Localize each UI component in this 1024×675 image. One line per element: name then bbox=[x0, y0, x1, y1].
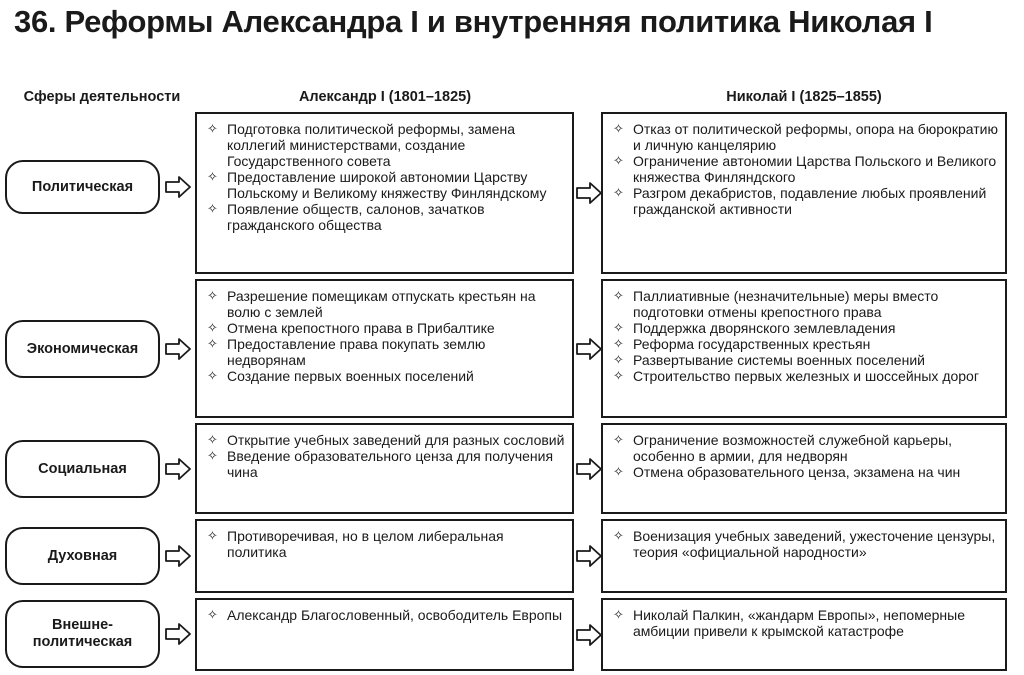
arrow-right-icon bbox=[165, 545, 191, 567]
list-item-text: Военизация учебных заведений, ужесточение цензуры, теория «официальной народности» bbox=[633, 528, 996, 560]
arrow-right-icon bbox=[165, 458, 191, 480]
bullet-icon: ✧ bbox=[613, 607, 624, 622]
arrow-right-icon bbox=[165, 623, 191, 645]
bullet-icon: ✧ bbox=[613, 185, 624, 200]
sphere-label-text: Духовная bbox=[47, 547, 118, 564]
list-item bbox=[207, 448, 566, 480]
list-item bbox=[207, 320, 566, 336]
list-item-text: Поддержка дворянского землевладения bbox=[633, 320, 896, 336]
list-item bbox=[613, 185, 999, 217]
bullet-icon: ✧ bbox=[207, 432, 218, 447]
list-item bbox=[207, 432, 566, 448]
alexander-policy-box bbox=[195, 112, 574, 274]
list-item-text: Ограничение возможностей служебной карьеры, особенно в армии, для недворян bbox=[633, 432, 953, 464]
bullet-icon: ✧ bbox=[613, 121, 624, 136]
list-item bbox=[207, 288, 566, 320]
list-item-text: Ограничение автономии Царства Польского и Великого княжества Финляндского bbox=[633, 153, 997, 185]
list-item-text: Разрешение помещикам отпускать крестьян на волю с землей bbox=[227, 288, 536, 320]
arrow-right-icon bbox=[576, 338, 602, 360]
list-item-text: Подготовка политической реформы, замена коллегий министерствами, создание Государственного совета bbox=[227, 121, 515, 169]
list-item-text: Паллиативные (незначительные) меры вместо подготовки отмены крепостного права bbox=[633, 288, 939, 320]
list-item bbox=[613, 121, 999, 153]
nicholas-policy-box bbox=[601, 423, 1007, 514]
sphere-label-text: Социальная bbox=[38, 460, 127, 477]
column-header-nicholas: Николай I (1825–1855) bbox=[726, 89, 882, 105]
column-header-spheres: Сферы деятельности bbox=[23, 89, 181, 105]
arrow-right-icon bbox=[576, 545, 602, 567]
list-item-text: Открытие учебных заведений для разных сословий bbox=[227, 432, 565, 448]
arrow-right-icon bbox=[165, 338, 191, 360]
list-item-text: Появление обществ, салонов, зачатков гражданского общества bbox=[227, 201, 485, 233]
arrow-right-icon bbox=[576, 458, 602, 480]
list-item-text: Реформа государственных крестьян bbox=[633, 336, 871, 352]
list-item bbox=[207, 201, 566, 233]
list-item-text: Николай Палкин, «жандарм Европы», непомерные амбиции привели к крымской катастрофе bbox=[633, 607, 965, 639]
bullet-icon: ✧ bbox=[207, 320, 218, 335]
sphere-label bbox=[5, 527, 160, 585]
bullet-icon: ✧ bbox=[207, 448, 218, 463]
nicholas-policy-box bbox=[601, 519, 1007, 593]
nicholas-policy-box bbox=[601, 598, 1007, 671]
list-item bbox=[613, 432, 999, 464]
list-item bbox=[613, 336, 999, 352]
bullet-icon: ✧ bbox=[207, 169, 218, 184]
bullet-icon: ✧ bbox=[613, 528, 624, 543]
bullet-icon: ✧ bbox=[207, 368, 218, 383]
list-item bbox=[613, 288, 999, 320]
sphere-label-text: Экономическая bbox=[26, 340, 139, 357]
list-item-text: Строительство первых железных и шоссейных дорог bbox=[633, 368, 979, 384]
alexander-policy-box bbox=[195, 279, 574, 418]
column-header-alexander: Александр I (1801–1825) bbox=[298, 89, 472, 105]
sphere-label-text: Внешне-политическая bbox=[32, 617, 133, 650]
sphere-label bbox=[5, 320, 160, 378]
bullet-icon: ✧ bbox=[613, 336, 624, 351]
bullet-icon: ✧ bbox=[613, 320, 624, 335]
list-item-text: Создание первых военных поселений bbox=[227, 368, 474, 384]
list-item-text: Введение образовательного ценза для получения чина bbox=[227, 448, 554, 480]
list-item bbox=[613, 464, 999, 480]
list-item-text: Отмена крепостного права в Прибалтике bbox=[227, 320, 495, 336]
list-item bbox=[613, 153, 999, 185]
bullet-icon: ✧ bbox=[207, 528, 218, 543]
sphere-label-text: Политическая bbox=[31, 178, 134, 195]
bullet-icon: ✧ bbox=[613, 352, 624, 367]
list-item-text: Предоставление широкой автономии Царству Польскому и Великому княжеству Финляндскому bbox=[227, 169, 547, 201]
list-item-text: Противоречивая, но в целом либеральная политика bbox=[227, 528, 504, 560]
bullet-icon: ✧ bbox=[613, 464, 624, 479]
nicholas-policy-box bbox=[601, 112, 1007, 274]
list-item bbox=[613, 368, 999, 384]
list-item bbox=[207, 169, 566, 201]
arrow-right-icon bbox=[576, 624, 602, 646]
list-item-text: Отказ от политической реформы, опора на бюрократию и личную канцелярию bbox=[633, 121, 998, 153]
list-item bbox=[207, 336, 566, 368]
list-item-text: Развертывание системы военных поселений bbox=[633, 352, 925, 368]
bullet-icon: ✧ bbox=[613, 153, 624, 168]
sphere-label bbox=[5, 440, 160, 498]
sphere-label bbox=[5, 160, 160, 214]
bullet-icon: ✧ bbox=[207, 288, 218, 303]
arrow-right-icon bbox=[576, 182, 602, 204]
bullet-icon: ✧ bbox=[613, 288, 624, 303]
bullet-icon: ✧ bbox=[207, 121, 218, 136]
alexander-policy-box bbox=[195, 423, 574, 514]
bullet-icon: ✧ bbox=[207, 336, 218, 351]
bullet-icon: ✧ bbox=[613, 432, 624, 447]
list-item-text: Предоставление права покупать землю недворянам bbox=[227, 336, 486, 368]
list-item bbox=[207, 528, 566, 560]
list-item bbox=[613, 320, 999, 336]
list-item bbox=[613, 528, 999, 560]
arrow-right-icon bbox=[165, 176, 191, 198]
bullet-icon: ✧ bbox=[207, 607, 218, 622]
page-title: 36. Реформы Александра I и внутренняя политика Николая I bbox=[14, 4, 933, 39]
nicholas-policy-box bbox=[601, 279, 1007, 418]
list-item bbox=[207, 607, 566, 623]
alexander-policy-box bbox=[195, 598, 574, 671]
list-item-text: Отмена образовательного ценза, экзамена на чин bbox=[633, 464, 961, 480]
list-item bbox=[207, 121, 566, 169]
list-item bbox=[207, 368, 566, 384]
list-item-text: Александр Благословенный, освободитель Европы bbox=[227, 607, 563, 623]
list-item bbox=[613, 352, 999, 368]
bullet-icon: ✧ bbox=[207, 201, 218, 216]
bullet-icon: ✧ bbox=[613, 368, 624, 383]
list-item-text: Разгром декабристов, подавление любых проявлений гражданской активности bbox=[633, 185, 987, 217]
alexander-policy-box bbox=[195, 519, 574, 593]
list-item bbox=[613, 607, 999, 639]
sphere-label bbox=[5, 600, 160, 668]
